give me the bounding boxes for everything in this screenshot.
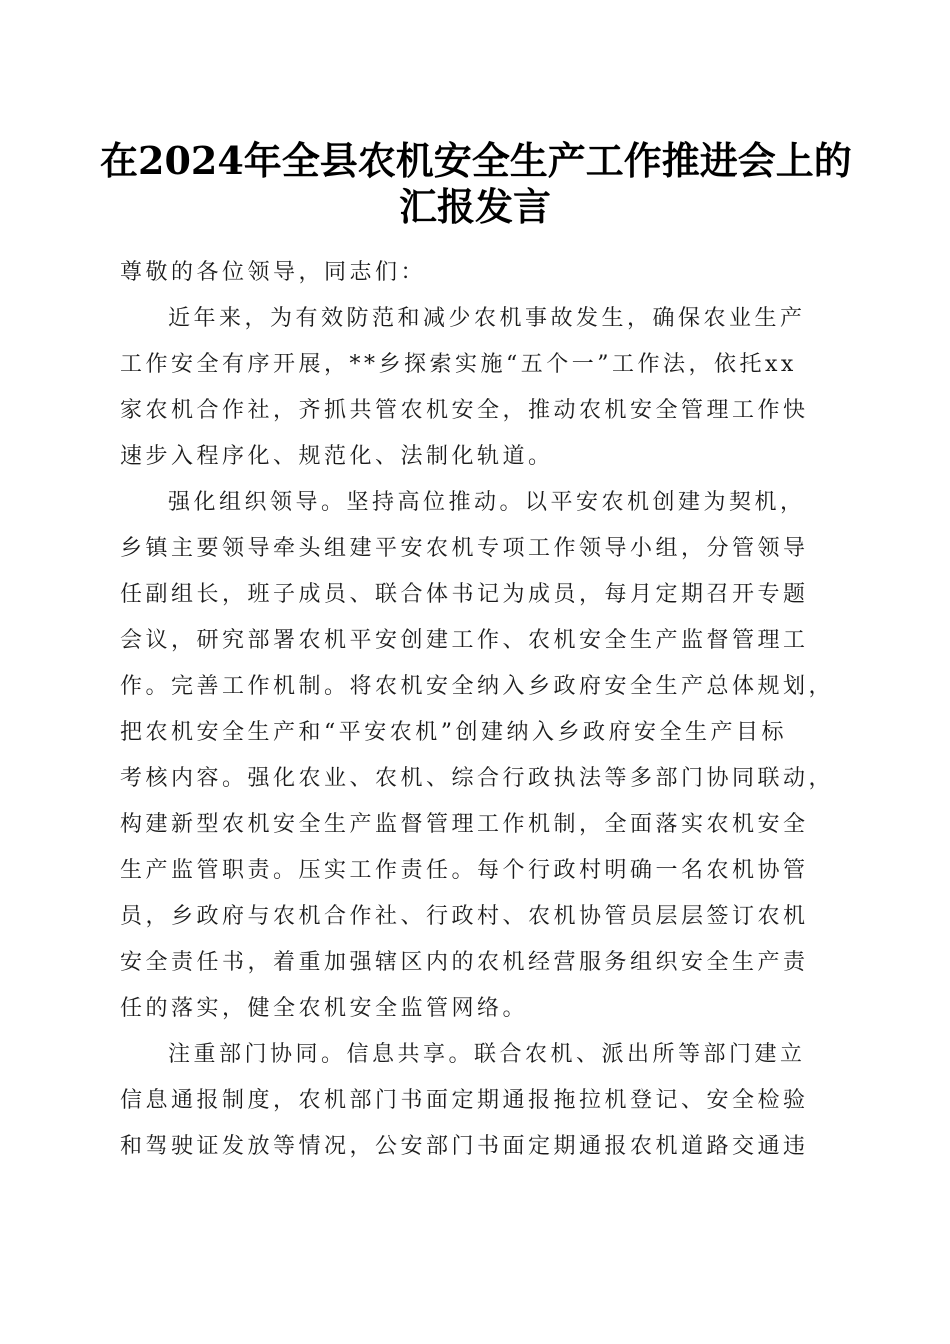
body-line: 作。完善工作机制。将农机安全纳入乡政府安全生产总体规划， <box>120 674 835 699</box>
body-line: 信息通报制度，农机部门书面定期通报拖拉机登记、安全检验 <box>120 1088 809 1113</box>
body-line: 构建新型农机安全生产监督管理工作机制，全面落实农机安全 <box>120 812 809 837</box>
body-line: 任副组长，班子成员、联合体书记为成员，每月定期召开专题 <box>120 582 809 607</box>
body-line: 员，乡政府与农机合作社、行政村、农机协管员层层签订农机 <box>120 904 809 929</box>
body-line: 和驾驶证发放等情况，公安部门书面定期通报农机道路交通违 <box>120 1134 809 1159</box>
body-line: 家农机合作社，齐抓共管农机安全，推动农机安全管理工作快 <box>120 398 809 423</box>
document-body <box>120 250 840 1170</box>
document-title-line-2: 汇报发言 <box>398 184 551 229</box>
body-line: 注重部门协同。信息共享。联合农机、派出所等部门建立 <box>168 1042 806 1067</box>
body-line: 任的落实，健全农机安全监管网络。 <box>120 996 529 1021</box>
body-line: 把农机安全生产和“平安农机”创建纳入乡政府安全生产目标 <box>120 720 787 745</box>
body-line: 会议，研究部署农机平安创建工作、农机安全生产监督管理工 <box>120 628 809 653</box>
body-line: 速步入程序化、规范化、法制化轨道。 <box>120 444 554 469</box>
document-title-line-1: 在2024年全县农机安全生产工作推进会上的 <box>100 138 852 183</box>
body-line: 考核内容。强化农业、农机、综合行政执法等多部门协同联动， <box>120 766 835 791</box>
body-line: 生产监管职责。压实工作责任。每个行政村明确一名农机协管 <box>120 858 809 883</box>
body-line: 乡镇主要领导牵头组建平安农机专项工作领导小组，分管领导 <box>120 536 809 561</box>
salutation: 尊敬的各位领导，同志们： <box>120 260 427 285</box>
body-line: 近年来，为有效防范和减少农机事故发生，确保农业生产 <box>168 306 806 331</box>
body-line: 强化组织领导。坚持高位推动。以平安农机创建为契机， <box>168 490 806 515</box>
body-line: 工作安全有序开展，**乡探索实施“五个一”工作法，依托xx <box>120 352 797 377</box>
body-text <box>120 296 840 1170</box>
body-line: 安全责任书，着重加强辖区内的农机经营服务组织安全生产责 <box>120 950 809 975</box>
